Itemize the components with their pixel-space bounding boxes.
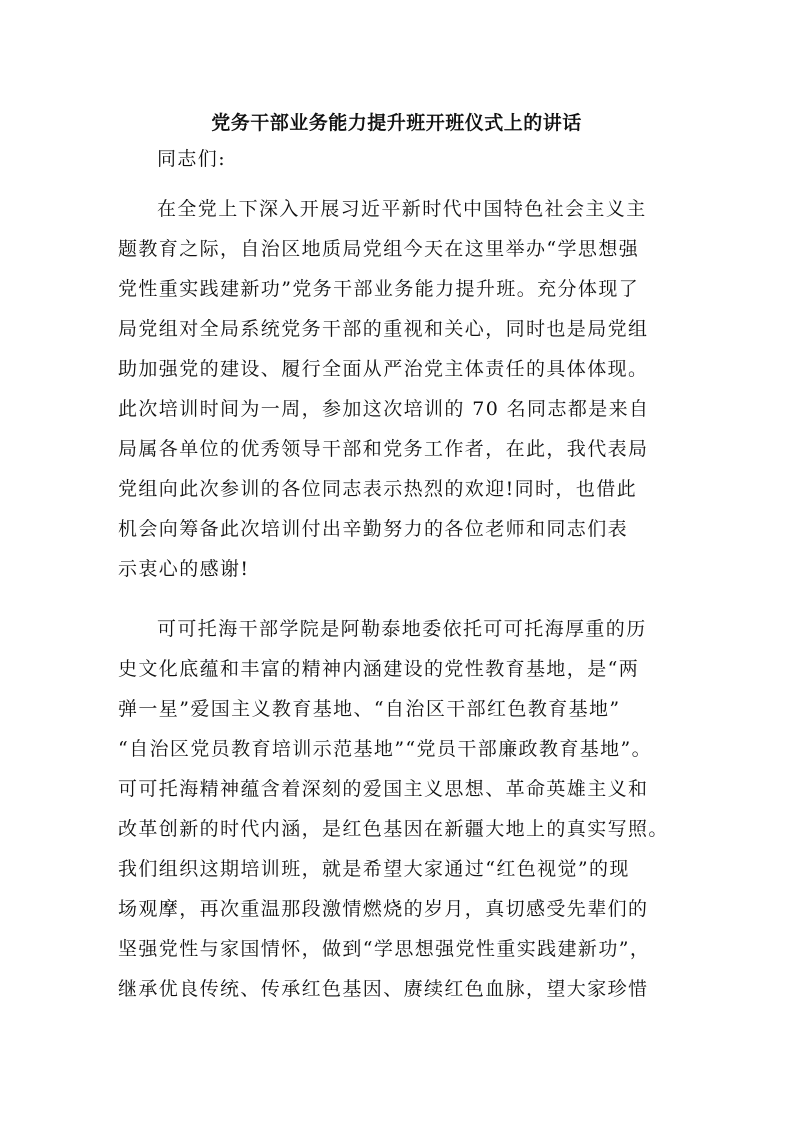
salutation: 同志们: (157, 148, 227, 170)
paragraph-1-line: 局党组对全局系统党务干部的重视和关心，同时也是局党组 (118, 318, 649, 340)
paragraph-2-line: “自治区党员教育培训示范基地”“党员干部廉政教育基地”。 (118, 738, 653, 760)
paragraph-1-line: 题教育之际，自治区地质局党组今天在这里举办“学思想强 (118, 238, 640, 260)
paragraph-2-line: 继承优良传统、传承红色基因、赓续红色血脉，望大家珍惜 (118, 978, 649, 1000)
paragraph-1-line: 党组向此次参训的各位同志表示热烈的欢迎!同时，也借此 (118, 478, 638, 500)
paragraph-2-line: 坚强党性与家国情怀，做到“学思想强党性重实践建新功”， (118, 938, 651, 960)
paragraph-1-line: 党性重实践建新功”党务干部业务能力提升班。充分体现了 (118, 278, 640, 300)
paragraph-1-line: 在全党上下深入开展习近平新时代中国特色社会主义主 (157, 198, 647, 220)
paragraph-2-line: 场观摩，再次重温那段激情燃烧的岁月，真切感受先辈们的 (118, 898, 649, 920)
paragraph-2-line: 可可托海干部学院是阿勒泰地委依托可可托海厚重的历 (157, 618, 647, 640)
paragraph-1-line: 局属各单位的优秀领导干部和党务工作者，在此，我代表局 (118, 438, 649, 460)
paragraph-1-line: 助加强党的建设、履行全面从严治党主体责任的具体体现。 (118, 358, 649, 380)
paragraph-2-line: 可可托海精神蕴含着深刻的爱国主义思想、革命英雄主义和 (118, 778, 649, 800)
paragraph-1-line: 此次培训时间为一周，参加这次培训的 70 名同志都是来自 (118, 398, 650, 420)
paragraph-2-line: 史文化底蕴和丰富的精神内涵建设的党性教育基地，是“两 (118, 658, 640, 680)
paragraph-2-line: 弹一星”爱国主义教育基地、“自治区干部红色教育基地” (118, 698, 621, 720)
paragraph-2-line: 改革创新的时代内涵，是红色基因在新疆大地上的真实写照。 (118, 818, 669, 840)
page-title: 党务干部业务能力提升班开班仪式上的讲话 (211, 112, 582, 134)
paragraph-1-line: 示衷心的感谢! (118, 558, 250, 580)
paragraph-2-line: 我们组织这期培训班，就是希望大家通过“红色视觉”的现 (118, 858, 630, 880)
paragraph-1-line: 机会向筹备此次培训付出辛勤努力的各位老师和同志们表 (118, 518, 629, 540)
